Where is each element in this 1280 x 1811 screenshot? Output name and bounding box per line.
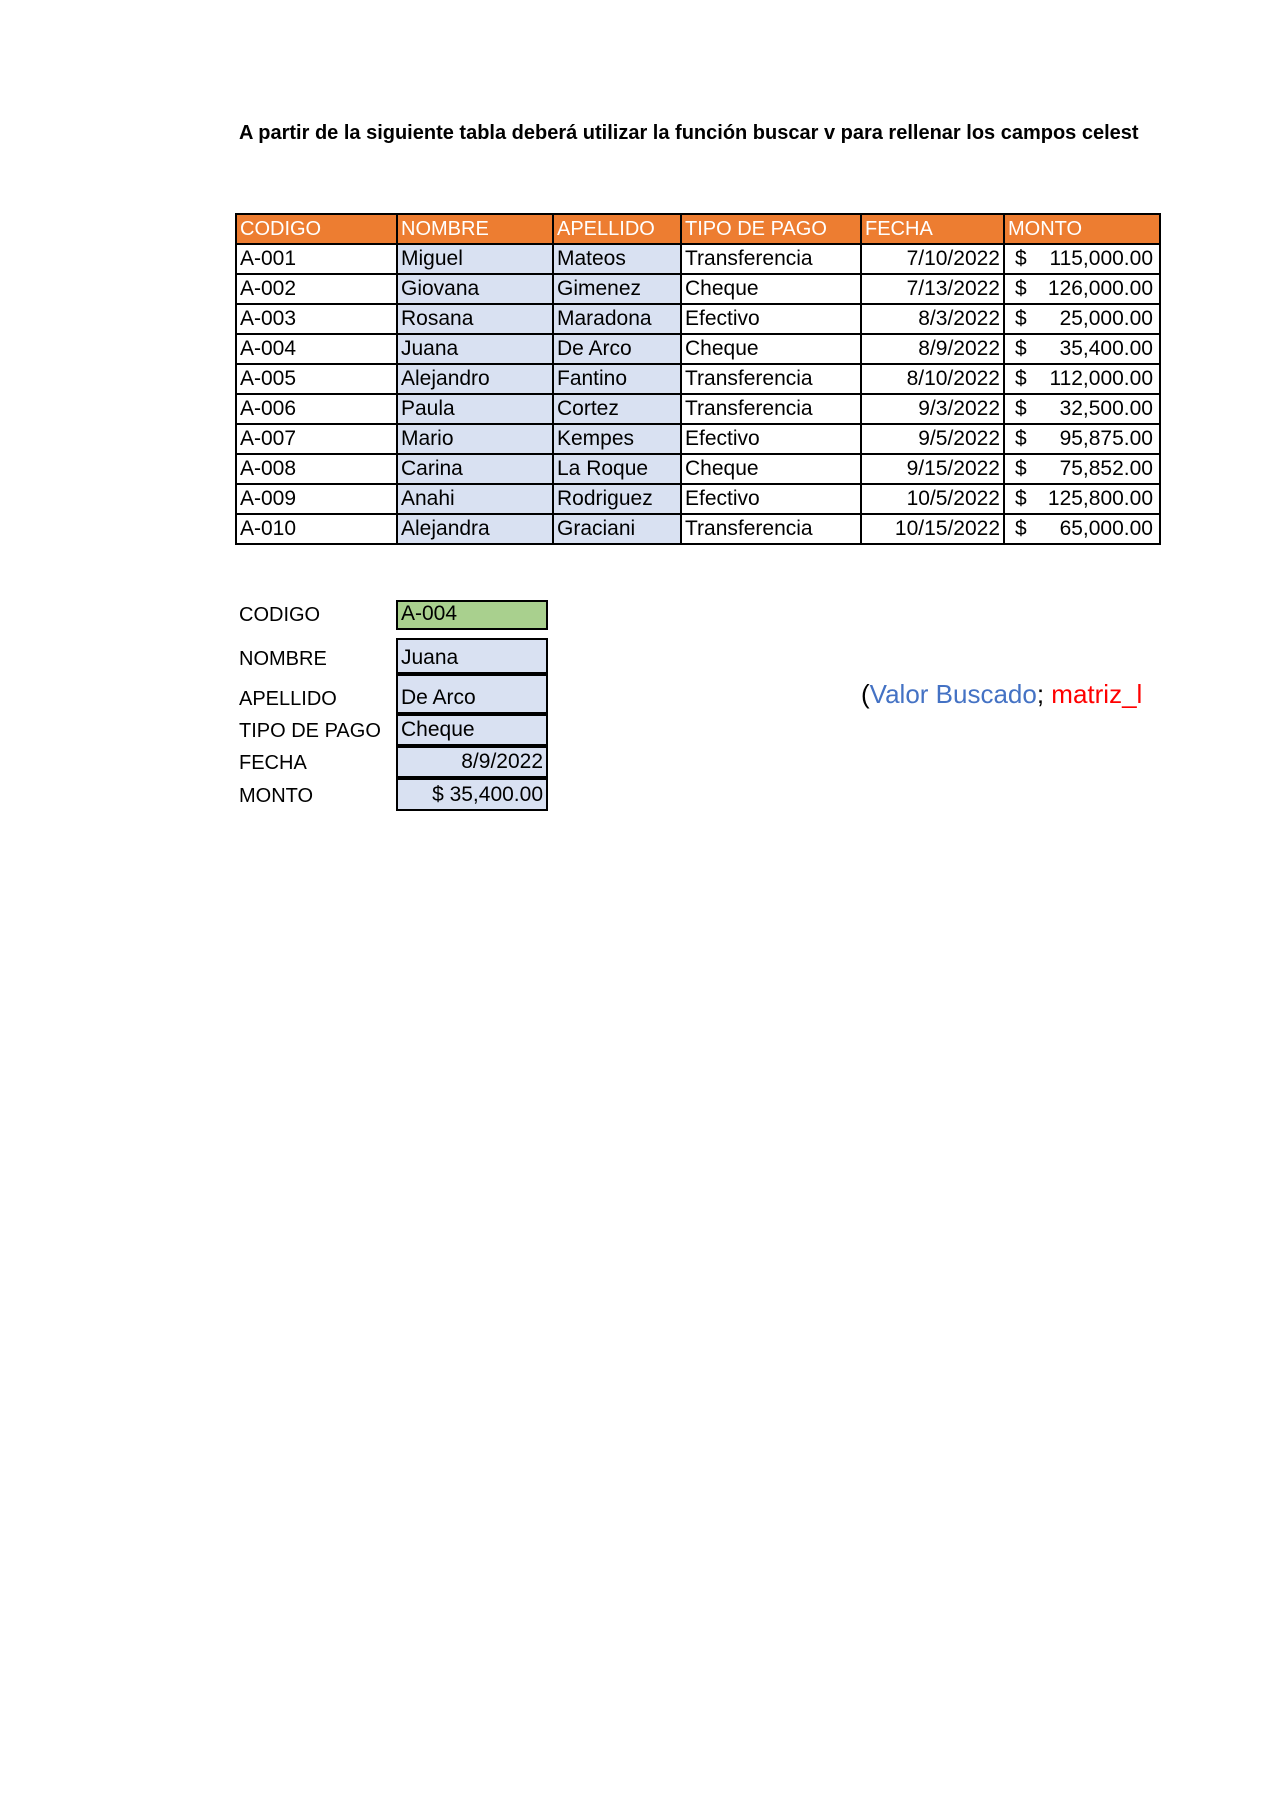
cell-apellido[interactable]: Kempes [553,424,681,454]
cell-fecha[interactable]: 8/3/2022 [861,304,1004,334]
cell-tipo-de-pago[interactable]: Efectivo [681,304,861,334]
table-row [236,364,1160,394]
cell-apellido[interactable]: Mateos [553,244,681,274]
cell-monto[interactable] [1004,274,1160,304]
cell-nombre[interactable]: Anahi [397,484,553,514]
cell-codigo[interactable]: A-006 [236,394,397,424]
cell-tipo-de-pago[interactable]: Transferencia [681,514,861,544]
cell-codigo[interactable]: A-003 [236,304,397,334]
lookup-label-apellido: APELLIDO [239,688,337,710]
cell-nombre[interactable]: Miguel [397,244,553,274]
cell-codigo[interactable]: A-002 [236,274,397,304]
header-codigo[interactable]: CODIGO [236,214,397,244]
amount-value: 112,000.00 [1049,367,1153,390]
lookup-label-tipo: TIPO DE PAGO [239,720,381,742]
formula-valor-buscado: Valor Buscado [869,679,1037,709]
currency-symbol: $ [1015,427,1027,450]
cell-fecha[interactable]: 10/5/2022 [861,484,1004,514]
amount-value: 25,000.00 [1059,307,1153,330]
cell-nombre[interactable]: Giovana [397,274,553,304]
header-fecha[interactable]: FECHA [861,214,1004,244]
cell-fecha[interactable]: 9/15/2022 [861,454,1004,484]
cell-nombre[interactable]: Alejandra [397,514,553,544]
formula-matriz: matriz_l [1044,679,1143,709]
cell-tipo-de-pago[interactable]: Cheque [681,334,861,364]
lookup-label-fecha: FECHA [239,752,307,774]
amount-value: 95,875.00 [1059,427,1153,450]
cell-fecha[interactable]: 9/5/2022 [861,424,1004,454]
cell-monto[interactable] [1004,454,1160,484]
lookup-row-nombre [239,638,639,674]
table-row [236,454,1160,484]
lookup-label-nombre: NOMBRE [239,648,327,670]
cell-apellido[interactable]: Maradona [553,304,681,334]
cell-apellido[interactable]: Graciani [553,514,681,544]
cell-apellido[interactable]: De Arco [553,334,681,364]
lookup-row-apellido [239,674,639,714]
lookup-label-monto: MONTO [239,785,314,807]
cell-apellido[interactable]: Cortez [553,394,681,424]
cell-fecha[interactable]: 7/13/2022 [861,274,1004,304]
lookup-tipo-cell[interactable]: Cheque [396,714,548,746]
formula-open-paren: ( [861,679,870,709]
cell-monto[interactable] [1004,304,1160,334]
lookup-row-codigo [239,600,639,630]
cell-tipo-de-pago[interactable]: Efectivo [681,484,861,514]
cell-nombre[interactable]: Alejandro [397,364,553,394]
cell-monto[interactable] [1004,484,1160,514]
lookup-apellido-cell[interactable]: De Arco [396,674,548,714]
table-row [236,244,1160,274]
amount-value: 65,000.00 [1059,517,1153,540]
cell-fecha[interactable]: 8/10/2022 [861,364,1004,394]
cell-monto[interactable] [1004,424,1160,454]
amount-value: 126,000.00 [1047,277,1153,300]
cell-apellido[interactable]: Rodriguez [553,484,681,514]
amount-value: 75,852.00 [1059,457,1153,480]
header-monto[interactable]: MONTO [1004,214,1160,244]
cell-monto[interactable] [1004,364,1160,394]
formula-hint [861,677,1161,711]
cell-monto[interactable] [1004,334,1160,364]
table-header-row [236,214,1160,244]
cell-apellido[interactable]: La Roque [553,454,681,484]
cell-codigo[interactable]: A-010 [236,514,397,544]
cell-monto[interactable] [1004,514,1160,544]
table-row [236,274,1160,304]
cell-nombre[interactable]: Mario [397,424,553,454]
table-row [236,394,1160,424]
currency-symbol: $ [1015,367,1027,390]
amount-value: 32,500.00 [1059,397,1153,420]
currency-symbol: $ [1015,487,1027,510]
lookup-nombre-cell[interactable]: Juana [396,638,548,674]
cell-nombre[interactable]: Paula [397,394,553,424]
lookup-label-codigo: CODIGO [239,604,321,626]
currency-symbol: $ [1015,307,1027,330]
cell-tipo-de-pago[interactable]: Efectivo [681,424,861,454]
cell-tipo-de-pago[interactable]: Transferencia [681,364,861,394]
cell-codigo[interactable]: A-007 [236,424,397,454]
currency-symbol: $ [1015,457,1027,480]
cell-fecha[interactable]: 7/10/2022 [861,244,1004,274]
cell-fecha[interactable]: 9/3/2022 [861,394,1004,424]
cell-fecha[interactable]: 10/15/2022 [861,514,1004,544]
cell-nombre[interactable]: Juana [397,334,553,364]
currency-symbol: $ [1015,517,1027,540]
instruction-text: A partir de la siguiente tabla deberá utilizar la función buscar v para rellenar los campos celest [239,122,1139,144]
table-row [236,514,1160,544]
cell-codigo[interactable]: A-009 [236,484,397,514]
table-row [236,484,1160,514]
currency-symbol: $ [1015,337,1027,360]
cell-apellido[interactable]: Gimenez [553,274,681,304]
table-row [236,424,1160,454]
currency-symbol: $ [1015,247,1027,270]
cell-codigo[interactable]: A-005 [236,364,397,394]
currency-symbol: $ [1015,397,1027,420]
header-tipo-de-pago[interactable]: TIPO DE PAGO [681,214,861,244]
lookup-fecha-cell[interactable]: 8/9/2022 [396,746,548,778]
currency-symbol: $ [1015,277,1027,300]
amount-value: 35,400.00 [1059,337,1153,360]
lookup-row-monto [239,778,639,811]
cell-codigo[interactable]: A-001 [236,244,397,274]
cell-fecha[interactable]: 8/9/2022 [861,334,1004,364]
cell-codigo[interactable]: A-008 [236,454,397,484]
cell-tipo-de-pago[interactable]: Cheque [681,274,861,304]
cell-nombre[interactable]: Rosana [397,304,553,334]
table-row [236,334,1160,364]
cell-monto[interactable] [1004,394,1160,424]
formula-separator: ; [1036,679,1045,709]
lookup-row-fecha [239,746,639,778]
cell-tipo-de-pago[interactable]: Transferencia [681,394,861,424]
cell-apellido[interactable]: Fantino [553,364,681,394]
lookup-row-tipo [239,714,639,746]
cell-monto[interactable] [1004,244,1160,274]
header-nombre[interactable]: NOMBRE [397,214,553,244]
table-row [236,304,1160,334]
header-apellido[interactable]: APELLIDO [553,214,681,244]
cell-nombre[interactable]: Carina [397,454,553,484]
data-table [235,213,1161,545]
amount-value: 115,000.00 [1049,247,1153,270]
cell-codigo[interactable]: A-004 [236,334,397,364]
cell-tipo-de-pago[interactable]: Cheque [681,454,861,484]
lookup-monto-cell[interactable]: $ 35,400.00 [396,778,548,811]
lookup-codigo-cell[interactable]: A-004 [396,600,548,630]
amount-value: 125,800.00 [1047,487,1153,510]
cell-tipo-de-pago[interactable]: Transferencia [681,244,861,274]
